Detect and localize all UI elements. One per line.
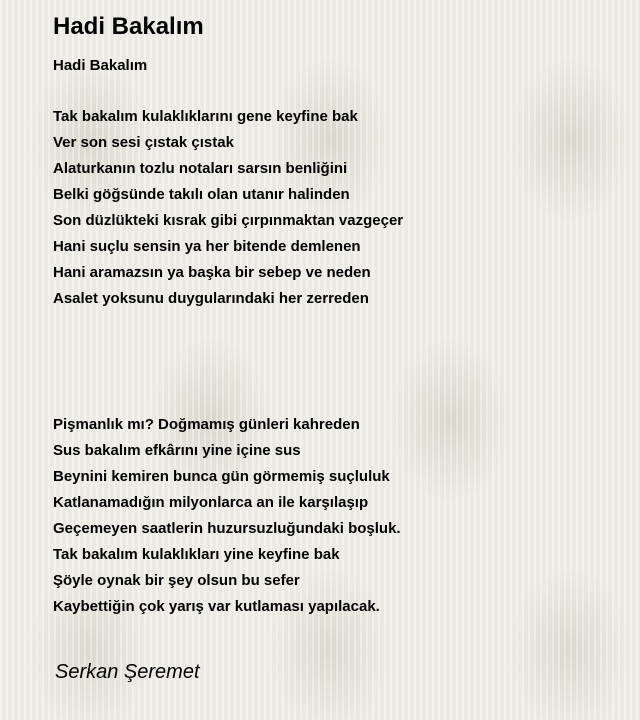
- poem-container: [53, 12, 613, 683]
- poem-line: Son düzlükteki kısrak gibi çırpınmaktan vazgeçer: [53, 212, 404, 229]
- poem-line: Asalet yoksunu duygularındaki her zerreden: [53, 290, 369, 307]
- poem-line: Ver son sesi çıstak çıstak: [53, 134, 234, 151]
- poem-line: Kaybettiğin çok yarış var kutlaması yapılacak.: [53, 598, 380, 615]
- poem-line: Sus bakalım efkârını yine içine sus: [53, 442, 301, 459]
- poem-line: Pişmanlık mı? Doğmamış günleri kahreden: [53, 416, 360, 433]
- poem-line: Tak bakalım kulaklıkları yine keyfine bak: [53, 546, 340, 563]
- poem-title: Hadi Bakalım: [53, 13, 204, 40]
- poem-line: Katlanamadığın milyonlarca an ile karşılaşıp: [53, 494, 369, 511]
- poem-line: Alaturkanın tozlu notaları sarsın benliğini: [53, 160, 348, 177]
- stanza-1: [53, 104, 403, 312]
- poem-line: Hani aramazsın ya başka bir sebep ve neden: [53, 264, 371, 281]
- poem-author: Serkan Şeremet: [55, 661, 200, 683]
- poem-line: Belki göğsünde takılı olan utanır halinden: [53, 186, 350, 203]
- poem-line: Beynini kemiren bunca gün görmemiş suçluluk: [53, 468, 390, 485]
- poem-line: Geçemeyen saatlerin huzursuzluğundaki boşluk.: [53, 520, 401, 537]
- poem-line: Tak bakalım kulaklıklarını gene keyfine bak: [53, 108, 358, 125]
- poem-line: Hani suçlu sensin ya her bitende demlenen: [53, 238, 361, 255]
- stanza-2: [53, 412, 401, 620]
- poem-line: Şöyle oynak bir şey olsun bu sefer: [53, 572, 300, 589]
- poem-subtitle: Hadi Bakalım: [53, 57, 148, 74]
